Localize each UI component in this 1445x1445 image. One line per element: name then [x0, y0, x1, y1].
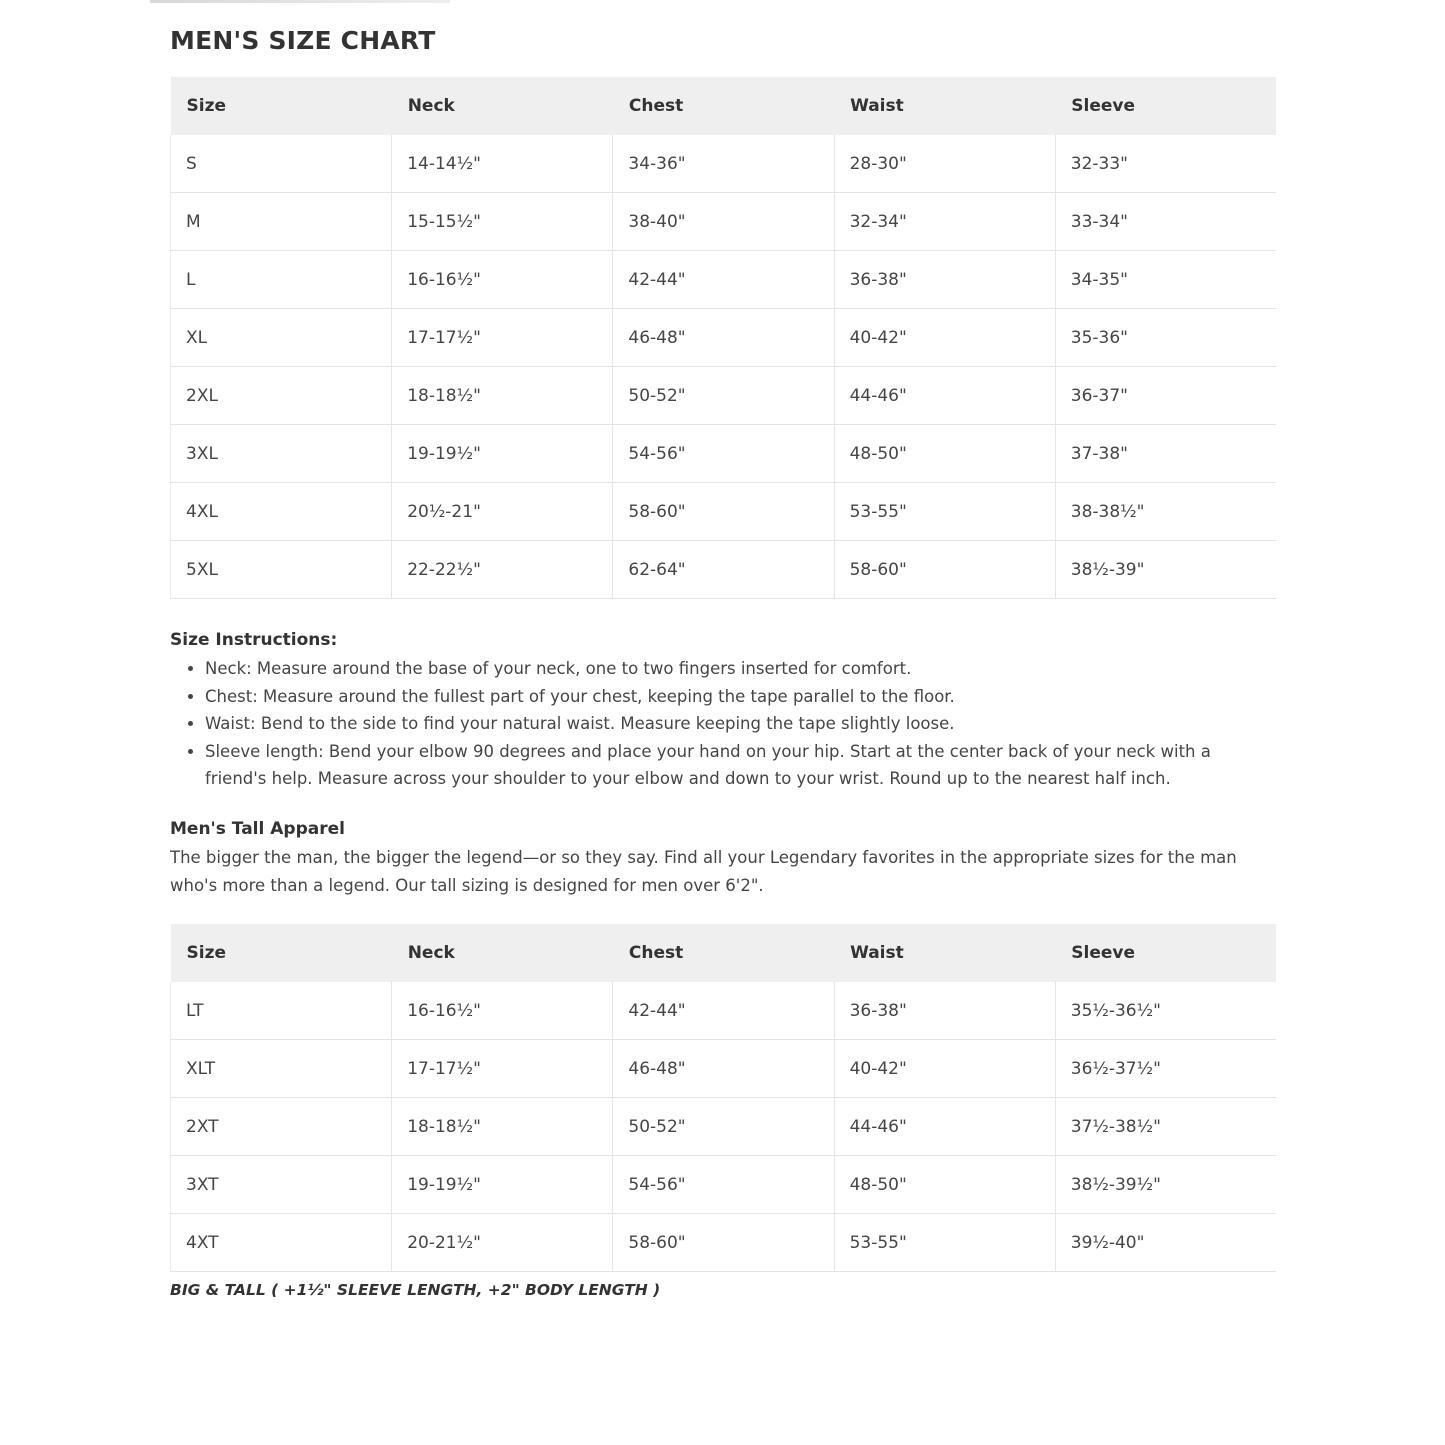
list-item: • Sleeve length: Bend your elbow 90 degrees and place your hand on your hip. Start at the center back of your neck with a friend's help. Measure across your shoulder to your elbow and down to your wrist. Round up to the nearest half inch. [205, 738, 1260, 793]
cell-waist: 32-34" [834, 193, 1055, 251]
cell-neck: 16-16½" [392, 251, 613, 309]
cell-chest: 54-56" [613, 425, 834, 483]
cell-chest: 46-48" [613, 309, 834, 367]
cell-size: L [171, 251, 392, 309]
table-row [171, 193, 1277, 251]
cell-neck: 15-15½" [392, 193, 613, 251]
cell-chest: 62-64" [613, 541, 834, 599]
header-sleeve: Sleeve [1055, 77, 1276, 135]
cell-chest: 34-36" [613, 135, 834, 193]
cell-neck: 20½-21" [392, 483, 613, 541]
cell-size: 2XL [171, 367, 392, 425]
cell-sleeve: 35-36" [1055, 309, 1276, 367]
cell-waist: 36-38" [834, 982, 1055, 1040]
header-size: Size [171, 77, 392, 135]
cell-neck: 18-18½" [392, 1098, 613, 1156]
cell-sleeve: 37½-38½" [1055, 1098, 1276, 1156]
cell-waist: 40-42" [834, 1040, 1055, 1098]
cell-sleeve: 33-34" [1055, 193, 1276, 251]
cell-sleeve: 38½-39" [1055, 541, 1276, 599]
cell-waist: 40-42" [834, 309, 1055, 367]
table-row [171, 251, 1277, 309]
cell-neck: 19-19½" [392, 425, 613, 483]
cell-size: 4XT [171, 1214, 392, 1272]
list-item: • Neck: Measure around the base of your neck, one to two fingers inserted for comfort. [205, 655, 1260, 683]
header-neck: Neck [392, 77, 613, 135]
cell-size: 3XT [171, 1156, 392, 1214]
cell-waist: 48-50" [834, 1156, 1055, 1214]
cell-size: S [171, 135, 392, 193]
size-instructions-list [170, 655, 1260, 793]
cell-neck: 17-17½" [392, 309, 613, 367]
cell-waist: 53-55" [834, 483, 1055, 541]
cell-sleeve: 39½-40" [1055, 1214, 1276, 1272]
cell-chest: 50-52" [613, 367, 834, 425]
tall-size-table [170, 924, 1276, 1272]
table-row [171, 367, 1277, 425]
tall-apparel-description: The bigger the man, the bigger the legend—or so they say. Find all your Legendary favorites in the appropriate sizes for the man who's more than a legend. Our tall sizing is designed for men over 6'2". [170, 848, 1237, 895]
cell-size: 5XL [171, 541, 392, 599]
table-row [171, 309, 1277, 367]
cell-neck: 16-16½" [392, 982, 613, 1040]
cell-waist: 44-46" [834, 367, 1055, 425]
cell-sleeve: 37-38" [1055, 425, 1276, 483]
table-row [171, 541, 1277, 599]
header-sleeve: Sleeve [1055, 924, 1276, 982]
cell-sleeve: 35½-36½" [1055, 982, 1276, 1040]
cell-chest: 58-60" [613, 1214, 834, 1272]
page-title: MEN'S SIZE CHART [170, 26, 436, 55]
cell-waist: 44-46" [834, 1098, 1055, 1156]
cell-neck: 20-21½" [392, 1214, 613, 1272]
cell-sleeve: 34-35" [1055, 251, 1276, 309]
cell-waist: 48-50" [834, 425, 1055, 483]
table-header-row [171, 924, 1277, 982]
regular-size-table [170, 77, 1276, 599]
cell-neck: 22-22½" [392, 541, 613, 599]
cell-size: XL [171, 309, 392, 367]
header-size: Size [171, 924, 392, 982]
cell-chest: 38-40" [613, 193, 834, 251]
tall-apparel-heading: Men's Tall Apparel [170, 819, 345, 839]
top-edge-strip [150, 0, 450, 3]
cell-sleeve: 32-33" [1055, 135, 1276, 193]
cell-size: LT [171, 982, 392, 1040]
table-row [171, 1214, 1277, 1272]
cell-chest: 42-44" [613, 251, 834, 309]
cell-chest: 54-56" [613, 1156, 834, 1214]
cell-waist: 28-30" [834, 135, 1055, 193]
cell-neck: 18-18½" [392, 367, 613, 425]
cell-size: M [171, 193, 392, 251]
cell-size: XLT [171, 1040, 392, 1098]
cell-chest: 58-60" [613, 483, 834, 541]
table-row [171, 1040, 1277, 1098]
cell-size: 4XL [171, 483, 392, 541]
big-and-tall-footnote: BIG & TALL ( +1½" SLEEVE LENGTH, +2" BODY LENGTH ) [170, 1281, 661, 1299]
size-instructions-heading: Size Instructions: [170, 630, 338, 650]
cell-neck: 14-14½" [392, 135, 613, 193]
cell-waist: 36-38" [834, 251, 1055, 309]
cell-waist: 58-60" [834, 541, 1055, 599]
cell-chest: 46-48" [613, 1040, 834, 1098]
cell-sleeve: 38-38½" [1055, 483, 1276, 541]
cell-waist: 53-55" [834, 1214, 1055, 1272]
cell-size: 3XL [171, 425, 392, 483]
header-chest: Chest [613, 924, 834, 982]
header-waist: Waist [834, 924, 1055, 982]
cell-sleeve: 36-37" [1055, 367, 1276, 425]
list-item: • Chest: Measure around the fullest part of your chest, keeping the tape parallel to the floor. [205, 683, 1260, 711]
table-row [171, 982, 1277, 1040]
cell-size: 2XT [171, 1098, 392, 1156]
cell-neck: 19-19½" [392, 1156, 613, 1214]
table-row [171, 425, 1277, 483]
table-row [171, 483, 1277, 541]
table-row [171, 1098, 1277, 1156]
cell-chest: 42-44" [613, 982, 834, 1040]
header-chest: Chest [613, 77, 834, 135]
table-header-row [171, 77, 1277, 135]
cell-neck: 17-17½" [392, 1040, 613, 1098]
cell-chest: 50-52" [613, 1098, 834, 1156]
list-item: • Waist: Bend to the side to find your natural waist. Measure keeping the tape slightly loose. [205, 710, 1260, 738]
header-waist: Waist [834, 77, 1055, 135]
cell-sleeve: 36½-37½" [1055, 1040, 1276, 1098]
table-row [171, 135, 1277, 193]
table-row [171, 1156, 1277, 1214]
header-neck: Neck [392, 924, 613, 982]
cell-sleeve: 38½-39½" [1055, 1156, 1276, 1214]
